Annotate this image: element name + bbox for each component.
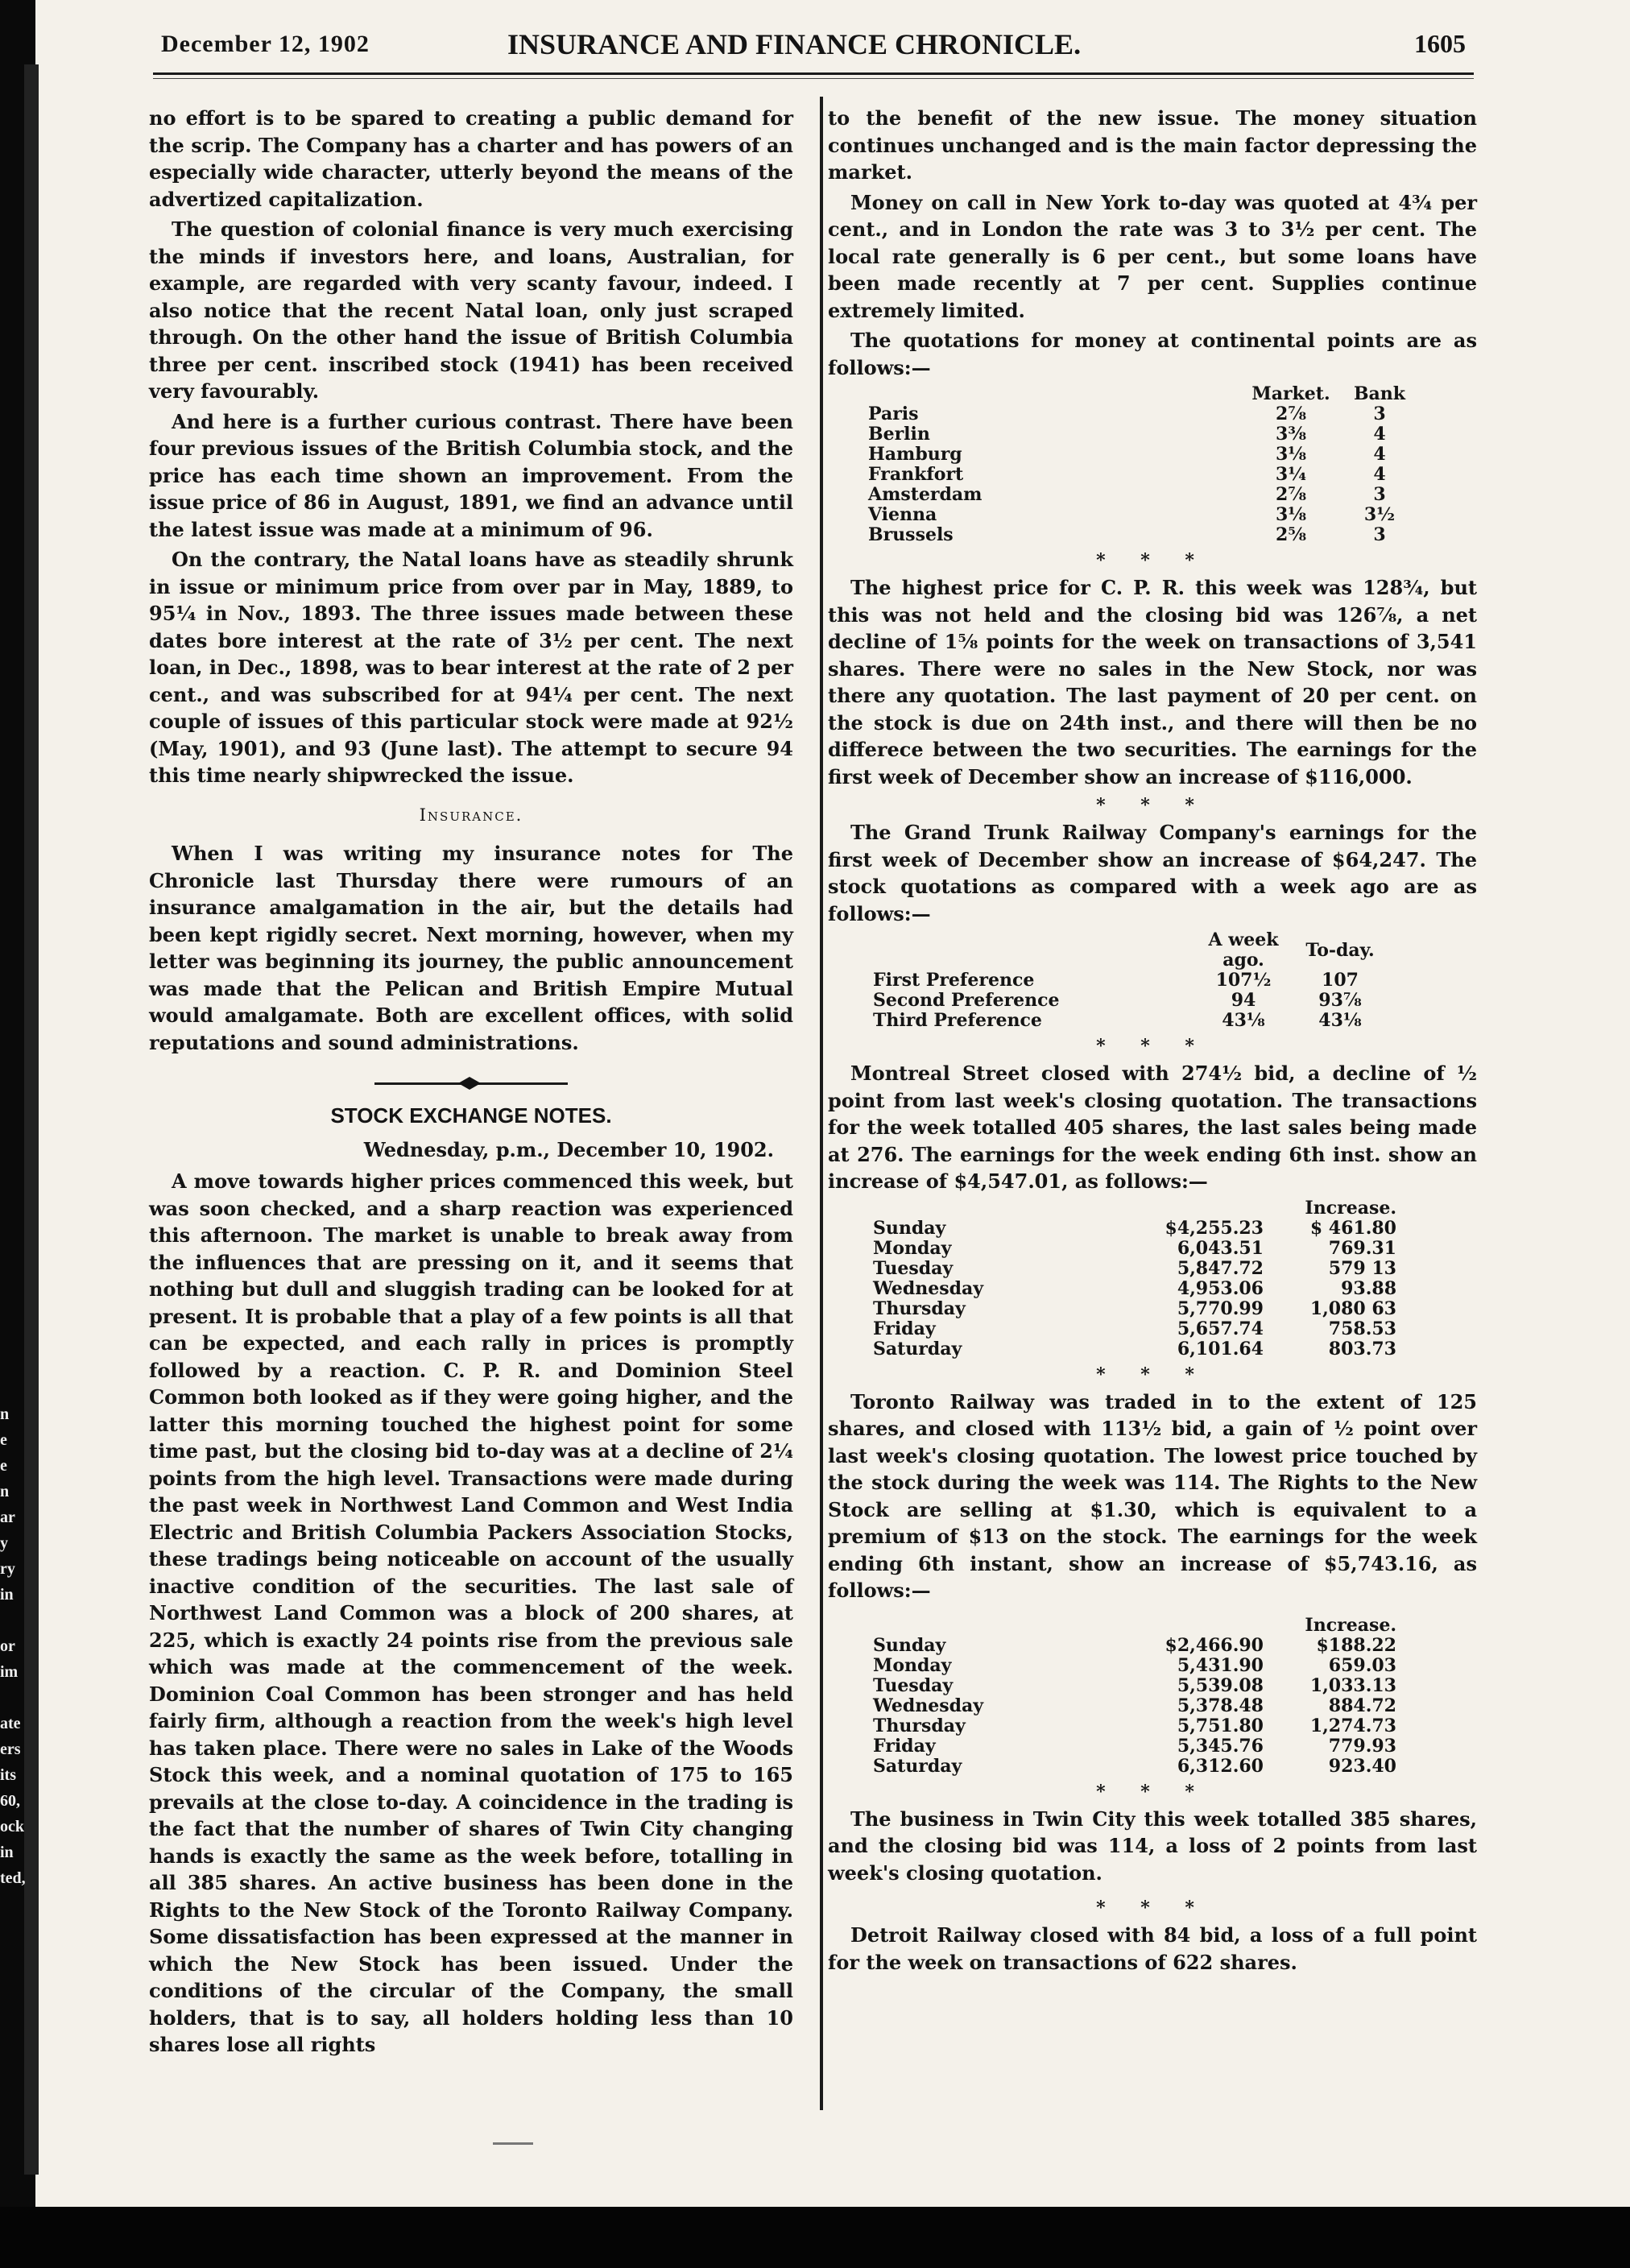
section-separator: * * *	[1096, 1898, 1209, 1918]
market-rate: 2⅞	[1275, 484, 1307, 505]
column-header: Bank	[1353, 383, 1406, 404]
table-row	[828, 1339, 1396, 1360]
weekday: Thursday	[873, 1715, 966, 1736]
paragraph: When I was writing my insurance notes for The Chronicle last Thursday there were rumours of an insurance amalgamation in the air, but the details had been kept rigidly secret. Next morning, however, when my letter was beginning its journey, the public announcement was made that the Pelican and British Empire Mutual would amalgamate. Both are excellent offices, with solid reputations and sound administrations.	[149, 842, 793, 1054]
margin-fragment-line: ted,	[0, 1869, 26, 1887]
paragraph: Detroit Railway closed with 84 bid, a loss of a full point for the week on transactions of 622 shares.	[828, 1923, 1477, 1974]
today-price: 107	[1322, 970, 1359, 991]
earnings-increase: 923.40	[1328, 1755, 1396, 1777]
table-row	[828, 1757, 1396, 1777]
market-rate: 3⅜	[1275, 424, 1307, 445]
table-row	[828, 1696, 1396, 1716]
weekday: Friday	[873, 1318, 936, 1339]
dateline: Wednesday, p.m., December 10, 1902.	[363, 1137, 774, 1161]
market-rate: 3⅛	[1275, 444, 1307, 465]
margin-fragment-line: in	[0, 1844, 14, 1861]
margin-fragment-line: e	[0, 1457, 7, 1475]
money-quotations-table	[828, 384, 1424, 545]
section-separator: * * *	[1096, 1364, 1209, 1385]
earnings-value: 5,345.76	[1177, 1735, 1264, 1757]
header-rule	[153, 72, 1474, 75]
margin-fragment-line: n	[0, 1483, 10, 1500]
earnings-value: $2,466.90	[1165, 1634, 1264, 1656]
section-separator: * * *	[1096, 1781, 1209, 1802]
bank-rate: 4	[1373, 464, 1386, 485]
market-city: Brussels	[868, 524, 954, 545]
adjacent-page-fragment	[0, 1401, 48, 1891]
margin-fragment-line: ers	[0, 1740, 21, 1758]
table-row	[828, 1219, 1396, 1239]
weekday: Monday	[873, 1654, 952, 1676]
insurance-heading: Insurance.	[419, 805, 523, 825]
column-header: A week ago.	[1208, 929, 1279, 971]
paragraph: The quotations for money at continental points are as follows:—	[828, 329, 1477, 379]
market-city: Frankfort	[868, 464, 964, 485]
table-row	[828, 1239, 1396, 1259]
paragraph: to the benefit of the new issue. The money situation continues unchanged and is the main factor depressing the market.	[828, 106, 1477, 184]
earnings-value: 5,378.48	[1177, 1695, 1264, 1716]
table-row	[828, 1011, 1388, 1031]
market-city: Paris	[868, 404, 919, 424]
paragraph: On the contrary, the Natal loans have as steadily shrunk in issue or minimum price from over par in May, 1889, to 95¼ in Nov., 1893. The three issues made between these dates bore interest at the rate of 3½ per cent. The next loan, in Dec., 1898, was to bear interest at the rate of 2 per cent., and was subscribed for at 94¼ per cent. The next couple of issues of this particular stock were made at 92½ (May, 1901), and 93 (June last). The attempt to secure 94 this time nearly shipwrecked the issue.	[149, 548, 793, 787]
margin-fragment-line: ock	[0, 1818, 24, 1836]
earnings-increase: $ 461.80	[1309, 1217, 1396, 1239]
margin-fragment-line: 60,	[0, 1792, 20, 1810]
page-header	[161, 28, 1466, 71]
market-city: Amsterdam	[868, 484, 983, 505]
paragraph: Money on call in New York to-day was quoted at 4¾ per cent., and in London the rate was 3 to 3½ per cent. The local rate generally is 6 per cent., but some loans have been made recently at 7 per cent. Supplies continue extremely limited.	[828, 190, 1477, 322]
earnings-increase: 1,274.73	[1309, 1715, 1396, 1736]
weekday: Monday	[873, 1237, 952, 1259]
weekday: Wednesday	[873, 1277, 984, 1299]
column-header: Increase.	[1305, 1614, 1396, 1636]
section-separator: * * *	[1096, 550, 1209, 571]
bank-rate: 3½	[1363, 504, 1396, 525]
margin-fragment-line: ate	[0, 1715, 21, 1732]
paragraph: And here is a further curious contrast. There have been four previous issues of the British Columbia stock, and the price has each time shown an improvement. From the issue price of 86 in August, 1891, we find an advance until the latest issue was made at a minimum of 96.	[149, 409, 793, 541]
paragraph: The business in Twin City this week totalled 385 shares, and the closing bid was 114, a loss of 2 points from last week's closing quotation.	[828, 1807, 1477, 1885]
paragraph: no effort is to be spared to creating a public demand for the scrip. The Company has a charter and has powers of an especially wide character, utterly beyond the means of the advertized capitalization.	[149, 106, 793, 211]
table-row	[828, 1279, 1396, 1299]
bank-rate: 4	[1373, 444, 1386, 465]
table-row	[828, 505, 1424, 525]
table-row	[828, 1716, 1396, 1736]
diamond-ornament-icon	[458, 1077, 481, 1090]
table-row	[828, 445, 1424, 465]
earnings-increase: 758.53	[1328, 1318, 1396, 1339]
market-rate: 2⅝	[1275, 524, 1307, 545]
paragraph: The question of colonial finance is very much exercising the minds if investors here, and loans, Australian, for example, are regarded with very scanty favour, indeed. I also notice that the recent Natal loan, only just scraped through. On the other hand the issue of British Columbia three per cent. inscribed stock (1941) has been received very favourably.	[149, 217, 793, 403]
margin-fragment-line	[0, 1608, 48, 1633]
table-row	[828, 1676, 1396, 1696]
market-rate: 2⅞	[1275, 404, 1307, 424]
earnings-value: 6,043.51	[1177, 1237, 1264, 1259]
weekday: Saturday	[873, 1755, 962, 1777]
earnings-increase: 769.31	[1328, 1237, 1396, 1259]
stock-name: First Preference	[873, 970, 1035, 991]
paragraph: A move towards higher prices commenced this week, but was soon checked, and a sharp reaction was experienced this afternoon. The market is unable to break away from the influences that are pressing on it, and it seems that nothing but dull and sluggish trading can be looked for at present. It is probable that a play of a few points is all that can be expected, and each rally in prices is promptly followed by a reaction. C. P. R. and Dominion Steel Common both looked as if they were going higher, and the latter this morning touched the highest point for some time past, but the closing bid to-day was at a decline of 2¼ points from the high level. Transactions were made during the past week in Northwest Land Common and West India Electric and British Columbia Packers Association Stocks, these tradings being noticeable on account of the usually inactive condition of the securities. The last sale of Northwest Land Common was a block of 200 shares, at 225, which is exactly 24 points rise from the previous sale which was made at the commencement of the week. Dominion Coal Common has been stronger and has held fairly firm, although a reaction from the week's high level has taken place. There were no sales in Lake of the Woods Stock this week, and a nominal quotation of 175 to 165 prevails at the close to-day. A coincidence in the trading is the fact that the number of shares of Twin City changing hands is exactly the same as the week before, totalling in all 385 shares. An active business has been done in the Rights to the New Stock of the Toronto Railway Company. Some dissatisfaction has been expressed at the manner in which the New Stock has been issued. Under the conditions of the circular of the Company, the small holders, that is to say, all holders holding less than 10 shares lose all rights	[149, 1169, 793, 2056]
market-city: Hamburg	[868, 444, 962, 465]
table-row	[828, 424, 1424, 445]
margin-fragment-line: ar	[0, 1509, 15, 1526]
grand-trunk-table	[828, 930, 1388, 1031]
publication-title: INSURANCE AND FINANCE CHRONICLE.	[507, 28, 1082, 60]
column-header: Market.	[1251, 383, 1330, 404]
earnings-value: $4,255.23	[1165, 1217, 1264, 1239]
header-date: December 12, 1902	[161, 31, 370, 57]
table-row	[828, 1636, 1396, 1656]
weekday: Tuesday	[873, 1674, 954, 1696]
today-price: 93⅞	[1318, 990, 1362, 1011]
market-city: Berlin	[868, 424, 930, 445]
table-row	[828, 1656, 1396, 1676]
paragraph: Toronto Railway was traded in to the extent of 125 shares, and closed with 113½ bid, a gain of ½ point over last week's closing quotation. The lowest price touched by the stock during the week was 114. The Rights to the New Stock are selling at $1.30, which is equivalent to a premium of $13 on the stock. The earnings for the week ending 6th instant, show an increase of $5,743.16, as follows:—	[828, 1389, 1477, 1602]
earnings-value: 5,657.74	[1177, 1318, 1264, 1339]
weekday: Saturday	[873, 1338, 962, 1360]
page-number: 1605	[1414, 29, 1466, 58]
bank-rate: 4	[1373, 424, 1386, 445]
earnings-value: 5,751.80	[1177, 1715, 1264, 1736]
section-separator: * * *	[1096, 1036, 1209, 1057]
table-row	[828, 465, 1424, 485]
earnings-increase: 579 13	[1328, 1257, 1396, 1279]
today-price: 43⅛	[1318, 1010, 1362, 1031]
market-rate: 3⅛	[1275, 504, 1307, 525]
market-city: Vienna	[868, 504, 937, 525]
right-column	[828, 105, 1477, 1979]
earnings-increase: 884.72	[1328, 1695, 1396, 1716]
weekday: Sunday	[873, 1634, 946, 1656]
section-ornament	[374, 1077, 568, 1090]
earnings-value: 5,539.08	[1177, 1674, 1264, 1696]
earnings-value: 4,953.06	[1177, 1277, 1264, 1299]
table-row	[828, 1299, 1396, 1319]
weekday: Friday	[873, 1735, 936, 1757]
table-row	[828, 525, 1424, 545]
table-row	[828, 991, 1388, 1011]
table-row	[828, 485, 1424, 505]
week-ago-price: 94	[1231, 990, 1256, 1011]
paragraph: Montreal Street closed with 274½ bid, a decline of ½ point from last week's closing quotation. The transactions for the week totalled 405 shares, the last sales being made at 276. The earnings for the week ending 6th inst. show an increase of $4,547.01, as follows:—	[828, 1062, 1477, 1193]
week-ago-price: 43⅛	[1222, 1010, 1265, 1031]
earnings-increase: 659.03	[1328, 1654, 1396, 1676]
stock-name: Second Preference	[873, 990, 1060, 1011]
table-row	[828, 1259, 1396, 1279]
earnings-value: 5,770.99	[1177, 1297, 1264, 1319]
table-row	[828, 971, 1388, 991]
week-ago-price: 107½	[1215, 970, 1272, 991]
column-header: Increase.	[1305, 1197, 1396, 1219]
table-row	[828, 404, 1424, 424]
montreal-street-earnings-table	[828, 1198, 1396, 1360]
header-rule-thin	[153, 78, 1474, 79]
scan-border	[0, 2207, 1630, 2268]
bank-rate: 3	[1373, 404, 1386, 424]
weekday: Wednesday	[873, 1695, 984, 1716]
weekday: Tuesday	[873, 1257, 954, 1279]
toronto-railway-earnings-table	[828, 1616, 1396, 1777]
margin-fragment-line: e	[0, 1431, 7, 1449]
earnings-increase: 93.88	[1341, 1277, 1396, 1299]
section-separator: * * *	[1096, 795, 1209, 816]
bank-rate: 3	[1373, 524, 1386, 545]
table-row	[828, 1736, 1396, 1757]
earnings-value: 6,312.60	[1177, 1755, 1264, 1777]
earnings-increase: $188.22	[1316, 1634, 1396, 1656]
bank-rate: 3	[1373, 484, 1386, 505]
weekday: Thursday	[873, 1297, 966, 1319]
margin-fragment-line: its	[0, 1766, 16, 1784]
market-rate: 3¼	[1275, 464, 1307, 485]
earnings-value: 5,847.72	[1177, 1257, 1264, 1279]
paragraph: The Grand Trunk Railway Company's earnings for the first week of December show an increase of $64,247. The stock quotations as compared with a week ago are as follows:—	[828, 821, 1477, 925]
stock-name: Third Preference	[873, 1010, 1042, 1031]
margin-fragment-line: n	[0, 1405, 10, 1423]
earnings-increase: 1,080 63	[1309, 1297, 1396, 1319]
margin-fragment-line: in	[0, 1586, 14, 1604]
margin-fragment-line: y	[0, 1534, 8, 1552]
earnings-increase: 779.93	[1328, 1735, 1396, 1757]
stock-exchange-heading: STOCK EXCHANGE NOTES.	[330, 1103, 612, 1128]
column-divider	[820, 97, 823, 2110]
earnings-value: 6,101.64	[1177, 1338, 1264, 1360]
margin-fragment-line: ry	[0, 1560, 15, 1578]
table-row	[828, 1319, 1396, 1339]
left-column	[149, 105, 793, 2062]
margin-fragment-line	[0, 1685, 48, 1711]
print-mark	[493, 2142, 533, 2145]
margin-fragment-line: im	[0, 1663, 19, 1681]
earnings-increase: 803.73	[1328, 1338, 1396, 1360]
earnings-increase: 1,033.13	[1309, 1674, 1396, 1696]
column-header: To-day.	[1305, 939, 1375, 961]
earnings-value: 5,431.90	[1177, 1654, 1264, 1676]
weekday: Sunday	[873, 1217, 946, 1239]
margin-fragment-line: or	[0, 1637, 15, 1655]
paragraph: The highest price for C. P. R. this week was 128¾, but this was not held and the closing bid was 126⅞, a net decline of 1⅝ points for the week on transactions of 3,541 shares. There were no sales in the New Stock, nor was there any quotation. The last payment of 20 per cent. on the stock is due on 24th inst., and there will then be no differece between the two securities. The earnings for the first week of December show an increase of $116,000.	[828, 576, 1477, 788]
